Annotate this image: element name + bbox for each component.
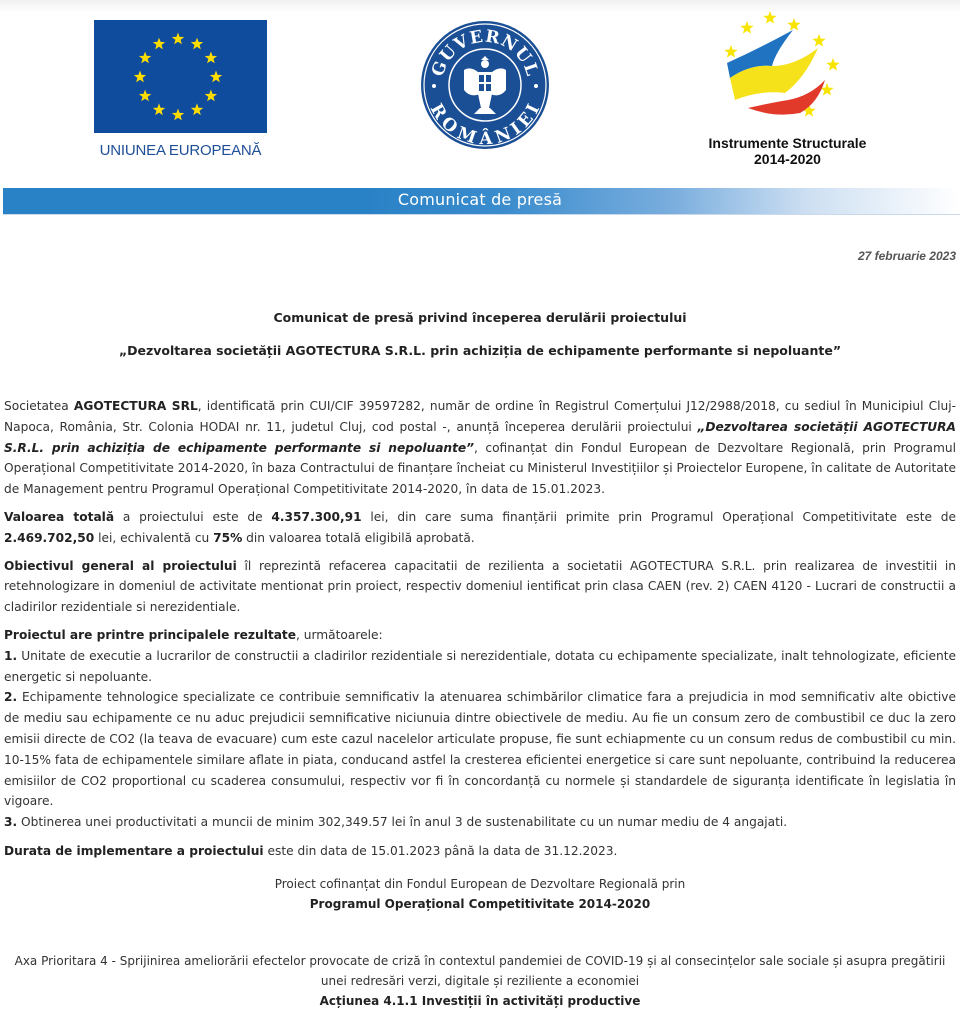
eu-flag bbox=[94, 20, 267, 133]
program-name: Programul Operațional Competitivitate 2014-2020 bbox=[309, 897, 651, 911]
structural-star-icon bbox=[740, 21, 753, 34]
objective-paragraph bbox=[4, 556, 956, 618]
eu-star-icon bbox=[210, 71, 222, 83]
structural-star-icon bbox=[724, 45, 737, 58]
seal-text-bottom: ROMÂNIEI bbox=[425, 100, 545, 150]
eu-stars-icon bbox=[94, 20, 267, 133]
structural-instruments-label-line1: Instrumente Structurale bbox=[708, 135, 867, 151]
intro-text: , cofinanțat din Fondul European de Dezvoltare Regională, prin Programul Operațional Competitivitate 2014-2020, în baza Contractului de finanțare încheiat cu Ministerul Investițiilor și Proiectelor Europene, în calitate de Autoritate de Management pentru Programul Operațional Competitivitate 2014-2020, în data de 15.01.2023. bbox=[4, 440, 956, 497]
eu-star-icon bbox=[191, 103, 203, 115]
objective-text: îl reprezintă refacerea capacitatii de rezilienta a societatii AGOTECTURA S.R.L. prin realizarea de investitii in retehnologizare in domeniul de activitate mentionat prin proiect, respectiv domeniul ientificat prin clasa CAEN (rev. 2) CAEN 4120 - Lucrari de constructii a cladirilor rezidentiale si nerezidentiale. bbox=[4, 558, 957, 615]
eu-star-icon bbox=[172, 33, 184, 45]
priority-axis-footer bbox=[0, 951, 960, 1011]
result-text: Unitate de executie a lucrarilor de constructii a cladirilor rezidentiale si nerezidentiale, dotata cu echipamente specializate, inalt tehnologizate, eficiente energetic si nepoluante. bbox=[4, 648, 956, 684]
result-item bbox=[4, 687, 956, 812]
seal-text-top: GUVERNUL bbox=[427, 26, 543, 80]
structural-star-icon bbox=[812, 34, 825, 47]
intro-text: , identificată prin CUI/CIF 39597282, număr de ordine în Registrul Comerțului J12/2988/2018, cu sediul în Municipiul Cluj-Napoca, România, Str. Colonia HODAI nr. 11, judetul Cluj, cod postal -, anunță începerea derulării proiectului bbox=[4, 399, 956, 434]
government-seal-icon bbox=[420, 20, 550, 150]
intro-paragraph bbox=[4, 396, 956, 500]
total-value-label: Valoarea totală bbox=[4, 509, 115, 524]
funding-percent: 75% bbox=[213, 530, 243, 545]
eu-star-icon bbox=[139, 90, 151, 102]
structural-instruments-emblem-icon bbox=[700, 8, 875, 133]
duration-paragraph bbox=[4, 841, 956, 862]
results-intro-tail: , următoarele: bbox=[296, 627, 383, 642]
result-number: 1. bbox=[4, 648, 18, 663]
duration-text: este din data de 15.01.2023 până la data de 31.12.2023. bbox=[263, 843, 618, 858]
action-name: Acțiunea 4.1.1 Investiții în activități productive bbox=[319, 994, 641, 1008]
intro-text: Societatea bbox=[4, 399, 74, 413]
structural-star-icon bbox=[787, 18, 800, 31]
value-text: lei, echivalentă cu bbox=[94, 530, 214, 545]
result-text: Echipamente tehnologice specializate ce contribuie semnificativ la atenuarea schimbărilor climatice fara a prejudicia in mod semnificativ alte obictive de mediu sau echipamente ce nu aduc prejudicii semnificative niciunuia dintre obiectivele de mediu. Au fie un consum zero de combustibil ce duc la zero emisii directe de CO2 (la teava de evacuare) cum este cazul nacelelor articulate propuse, fie sunt echiapmente cu un consum redus de combustibil cu min. 10-15% fata de echipamentele similare aflate in piata, conducand astfel la cresterea eficientei energetice si care sunt nepoluante, contribuind la reducerea emisiilor de CO2 proportional cu scaderea consumului, respectiv vor fi în concordanță cu normele și standardele de siguranța identificate în legislatia în vigoare. bbox=[4, 690, 956, 809]
banner-title: Comunicat de presă bbox=[397, 190, 563, 209]
company-name: AGOTECTURA SRL bbox=[73, 399, 198, 413]
eu-star-icon bbox=[172, 109, 184, 121]
value-text: din valoarea totală eligibilă aprobată. bbox=[242, 530, 475, 545]
structural-star-icon bbox=[763, 11, 776, 24]
result-item bbox=[4, 812, 956, 833]
structural-star-icon bbox=[826, 58, 839, 71]
results-label: Proiectul are printre principalele rezultate bbox=[4, 627, 297, 642]
page-title: Comunicat de presă privind începerea derulării proiectului bbox=[273, 310, 687, 325]
eu-star-icon bbox=[191, 38, 203, 50]
eu-star-icon bbox=[153, 38, 165, 50]
value-text: lei, din care suma finanțării primite prin Programul Operațional Competitivitate este de bbox=[361, 509, 956, 524]
total-value: 4.357.300,91 bbox=[271, 509, 362, 524]
structural-instruments-label-line2: 2014-2020 bbox=[754, 151, 821, 167]
eu-label: UNIUNEA EUROPEANĂ bbox=[99, 142, 262, 159]
project-title: „Dezvoltarea societății AGOTECTURA S.R.L. prin achiziția de echipamente performante si nepoluante” bbox=[118, 343, 842, 358]
structural-instruments-logo bbox=[700, 8, 875, 173]
cofinance-footer bbox=[0, 874, 960, 914]
result-item bbox=[4, 646, 956, 688]
press-release-body bbox=[4, 396, 956, 869]
result-number: 2. bbox=[4, 690, 18, 705]
funding-value: 2.469.702,50 bbox=[4, 530, 95, 545]
result-number: 3. bbox=[4, 815, 18, 830]
results-section bbox=[4, 625, 956, 833]
eu-star-icon bbox=[139, 52, 151, 64]
objective-label: Obiectivul general al proiectului bbox=[4, 558, 237, 573]
eu-star-icon bbox=[153, 103, 165, 115]
results-intro bbox=[4, 625, 956, 646]
eu-logo bbox=[94, 20, 267, 160]
value-text: a proiectului este de bbox=[114, 509, 272, 524]
cofinance-line: Proiect cofinanțat din Fondul European de Dezvoltare Regională prin bbox=[274, 877, 686, 891]
priority-axis-text: Axa Prioritara 4 - Sprijinirea ameliorării efectelor provocate de criză în contextul pandemiei de COVID-19 și al consecințelor sale sociale și asupra pregătirii unei redresări verzi, digitale și reziliente a economiei bbox=[14, 954, 946, 988]
eu-star-icon bbox=[205, 90, 217, 102]
result-text: Obtinerea unei productivitati a muncii de minim 302,349.57 lei în anul 3 de sustenabilitate cu un numar mediu de 4 angajati. bbox=[17, 815, 788, 830]
project-name: „Dezvoltarea societății AGOTECTURA S.R.L. prin achiziția de echipamente performante si nepoluante” bbox=[4, 419, 956, 455]
value-paragraph bbox=[4, 507, 956, 549]
government-seal-logo bbox=[420, 20, 550, 150]
release-date: 27 februarie 2023 bbox=[857, 249, 956, 263]
eu-star-icon bbox=[205, 52, 217, 64]
eu-star-icon bbox=[134, 71, 146, 83]
structural-instruments-label bbox=[700, 135, 875, 167]
duration-label: Durata de implementare a proiectului bbox=[4, 843, 264, 858]
